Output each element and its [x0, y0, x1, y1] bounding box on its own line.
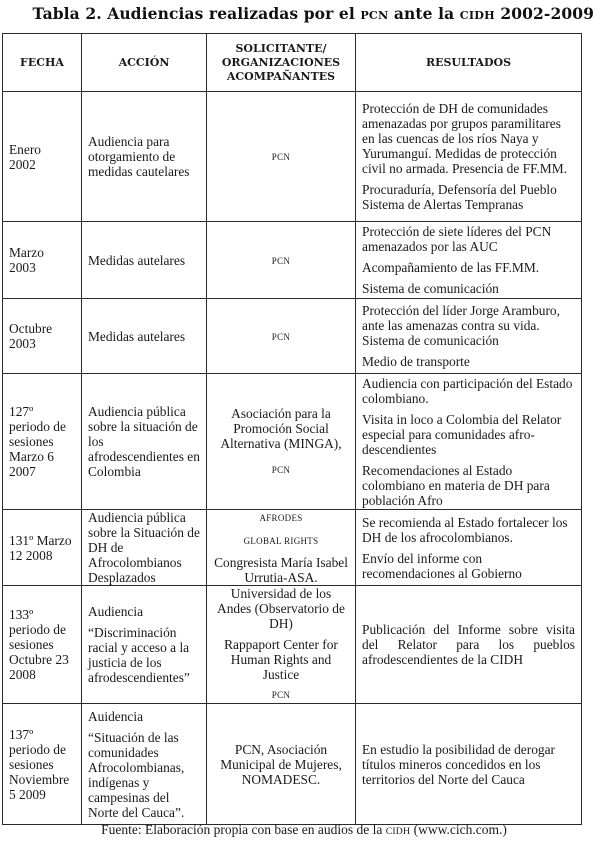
fecha-line: Octubre	[9, 321, 53, 336]
fecha-line: Noviembre	[9, 771, 70, 787]
cell-resultados	[356, 704, 582, 825]
cell-fecha	[3, 92, 82, 222]
title-org-pcn: PCN	[360, 9, 389, 22]
resultado-item: Recomendaciones al Estado colombiano en materia de DH para población Afro	[362, 462, 550, 508]
fecha-line: periodo de	[9, 419, 66, 434]
accion-item: “Discriminación racial y acceso a la justicia de los afrodescendientes”	[88, 625, 190, 685]
fecha-line: 133º	[9, 607, 34, 622]
footnote-url: (www.cich.com.)	[410, 822, 507, 837]
resultado-item: Acompañamiento de las FF.MM.	[362, 260, 540, 275]
resultado-item: Envío del informe con recomendaciones al Gobierno	[362, 550, 522, 581]
fecha-line: sesiones	[9, 637, 54, 652]
title-years: 2002-2009	[494, 4, 594, 23]
resultado-item: Protección de siete líderes del PCN amenazados por las AUC	[362, 224, 552, 254]
cell-fecha	[3, 222, 82, 299]
header-solicitante	[207, 34, 356, 92]
fecha-line: 5 2009	[9, 786, 46, 802]
fecha-line: 2008	[9, 667, 36, 682]
resultado-item: Visita in loco a Colombia del Relator especial para comunidades afro-descendientes	[362, 411, 562, 457]
accion-item: “Situación de las comunidades Afrocolombianas, indígenas y campesinas del Norte del Cauca”.	[88, 729, 185, 820]
fecha-line: 2002	[9, 156, 36, 172]
fecha-line: 131º Marzo	[9, 532, 72, 548]
cell-fecha	[3, 586, 82, 704]
table-row	[3, 222, 582, 299]
title-text-middle: ante la	[388, 4, 460, 23]
resultado-item: Publicación del Informe sobre visita del Relator para los pueblos afrodescendientes de la CIDH	[362, 622, 575, 667]
cell-resultados	[356, 222, 582, 299]
table-row	[3, 704, 582, 825]
org-rappaport: Rappaport Center for Human Rights and Justice	[224, 637, 338, 682]
table-row	[3, 92, 582, 222]
cell-fecha	[3, 374, 82, 510]
resultado-item: Protección de DH de comunidades amenazadas por grupos paramilitares en las cuencas de los ríos Naya y Yurumanguí. Medidas de protección civil no armada. Presencia de FF.MM.	[362, 101, 567, 176]
resultado-item: Audiencia con participación del Estado colombiano.	[362, 375, 573, 406]
fecha-line: 2003	[9, 336, 36, 351]
cell-accion: Medidas autelares	[82, 222, 207, 299]
fecha-line: sesiones	[9, 434, 54, 449]
cell-resultados	[356, 586, 582, 704]
cell-accion: Medidas autelares	[82, 299, 207, 374]
resultado-item: Procuraduría, Defensoría del Pueblo Sistema de Alertas Tempranas	[362, 182, 557, 212]
fecha-line: 2003	[9, 260, 36, 275]
header-line: ACOMPAÑANTES	[226, 69, 336, 83]
cell-resultados	[356, 92, 582, 222]
cell-accion: Audiencia para otorgamiento de medidas cautelares	[82, 92, 207, 222]
cell-resultados	[356, 374, 582, 510]
fecha-line: Octubre 23	[9, 652, 69, 667]
cell-accion: Audiencia pública sobre la Situación de DH de Afrocolombianos Desplazados	[82, 510, 207, 586]
fecha-line: Enero	[9, 141, 41, 157]
table-row	[3, 510, 582, 586]
table-title	[0, 4, 608, 23]
footnote-text: Fuente: Elaboración propia con base en audios de la	[101, 822, 386, 837]
header-resultados: RESULTADOS	[356, 34, 582, 92]
header-line: SOLICITANTE/	[235, 41, 327, 55]
fecha-line: Marzo	[9, 245, 44, 260]
cell-solicitante: PCN, Asociación Municipal de Mujeres, NOMADESC.	[207, 704, 356, 825]
accion-item: Auidencia	[88, 708, 144, 724]
cell-solicitante	[207, 586, 356, 704]
cell-solicitante	[207, 222, 356, 299]
resultado-item: Protección del líder Jorge Aramburo, ante las amenazas contra su vida. Sistema de comunicación	[362, 303, 560, 348]
org-pcn: PCN	[271, 255, 291, 266]
cell-fecha	[3, 299, 82, 374]
org-pcn: PCN	[271, 331, 291, 342]
header-fecha: FECHA	[3, 34, 82, 92]
accion-item: Audiencia	[88, 604, 144, 619]
cell-solicitante	[207, 92, 356, 222]
fecha-line: periodo de	[9, 622, 66, 637]
table-row	[3, 374, 582, 510]
org-global-rights: GLOBAL RIGHTS	[243, 535, 319, 546]
org-minga: Asociación para la Promoción Social Alternativa (MINGA),	[220, 405, 342, 451]
cell-resultados	[356, 299, 582, 374]
audiencias-table	[2, 33, 582, 825]
footnote-org-cidh: CIDH	[385, 826, 411, 837]
resultado-item: Se recomienda al Estado fortalecer los DH de los afrocolombianos.	[362, 514, 568, 545]
cell-solicitante	[207, 510, 356, 586]
fecha-line: 137º	[9, 726, 34, 742]
org-pcn: PCN	[271, 464, 291, 475]
fecha-line: 127º	[9, 404, 34, 419]
org-uniandes: Universidad de los Andes (Observatorio de DH)	[217, 586, 345, 631]
fecha-line: 12 2008	[9, 547, 53, 563]
cell-accion	[82, 586, 207, 704]
fecha-line: sesiones	[9, 756, 54, 772]
cell-fecha	[3, 704, 82, 825]
table-row	[3, 299, 582, 374]
org-afrodes: AFRODES	[259, 512, 303, 523]
cell-accion	[82, 704, 207, 825]
org-pcn: PCN	[271, 152, 291, 162]
cell-solicitante	[207, 299, 356, 374]
table-header-row	[3, 34, 582, 92]
fecha-line: periodo de	[9, 741, 66, 757]
cell-solicitante	[207, 374, 356, 510]
source-footnote	[0, 822, 608, 838]
fecha-line: Marzo 6	[9, 449, 54, 464]
cell-fecha	[3, 510, 82, 586]
title-text: Tabla 2. Audiencias realizadas por el	[32, 4, 361, 23]
resultado-item: Sistema de comunicación	[362, 281, 499, 296]
header-accion: ACCIÓN	[82, 34, 207, 92]
resultado-item: En estudio la posibilidad de derogar títulos mineros concedidos en los territorios del Norte del Cauca	[362, 741, 556, 787]
resultado-item: Medio de transporte	[362, 354, 470, 369]
fecha-line: 2007	[9, 464, 36, 479]
cell-resultados	[356, 510, 582, 586]
header-line: ORGANIZACIONES	[221, 55, 341, 69]
title-org-cidh: CIDH	[459, 9, 495, 22]
org-pcn: PCN	[271, 690, 291, 700]
org-congresista: Congresista María Isabel Urrutia-ASA.	[214, 554, 348, 585]
cell-accion: Audiencia pública sobre la situación de los afrodescendientes en Colombia	[82, 374, 207, 510]
table-row	[3, 586, 582, 704]
